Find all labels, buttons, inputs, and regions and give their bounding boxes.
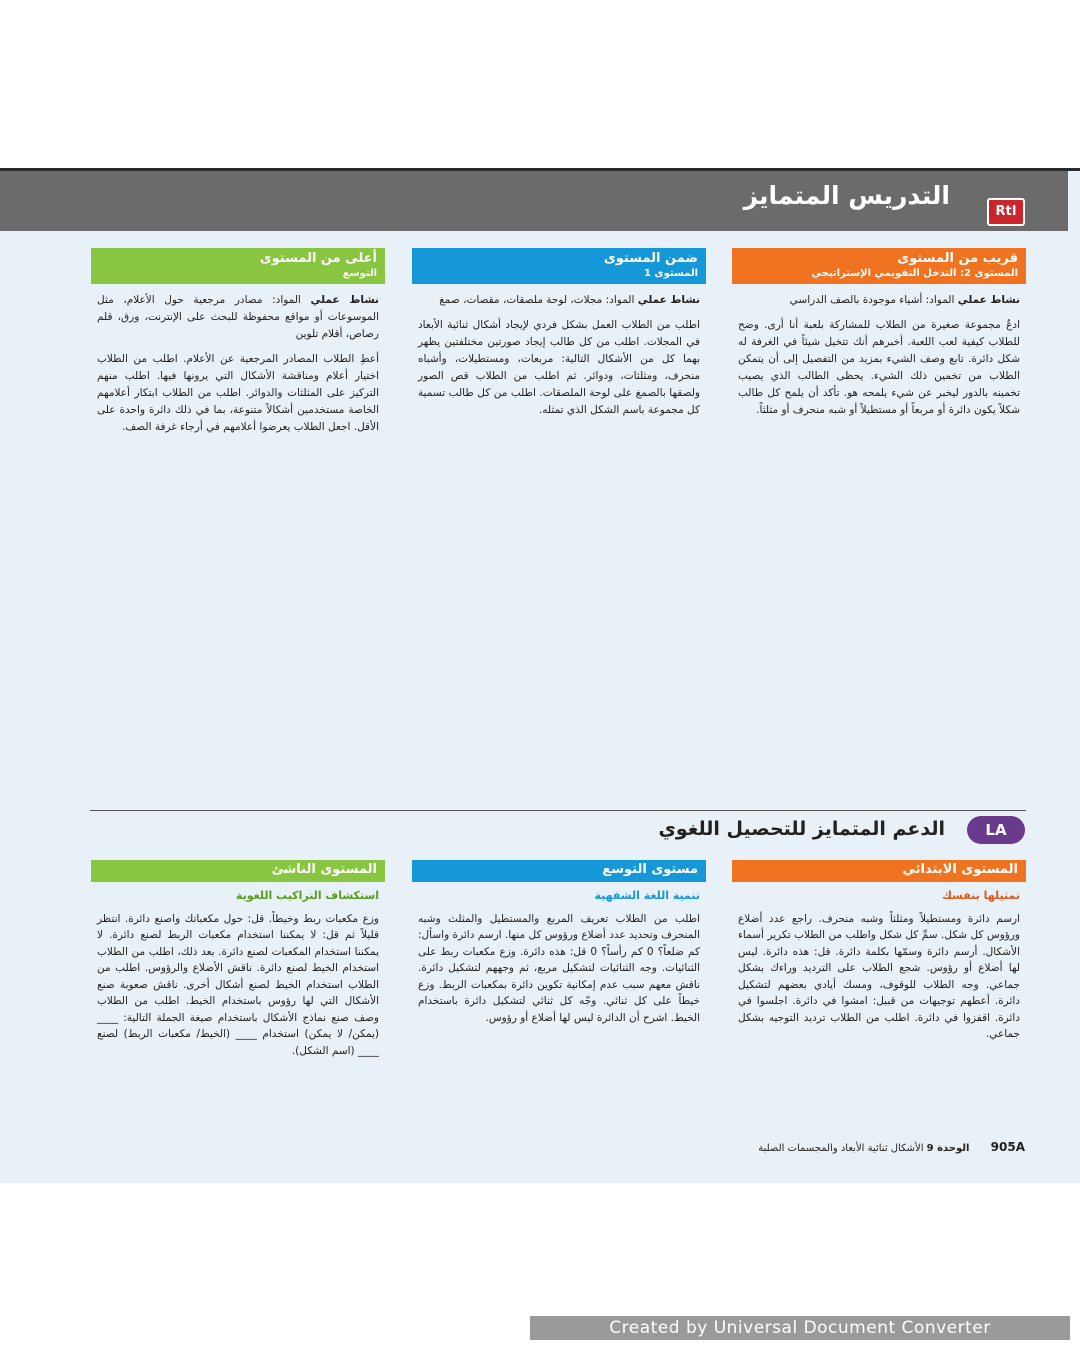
page-number: 905A	[990, 1140, 1025, 1154]
column-title: قريب من المستوى	[897, 251, 1018, 266]
materials-text: المواد: مجلات، لوحة ملصقات، مقصات، صمغ	[439, 294, 635, 306]
section-divider	[90, 810, 1026, 811]
activity-body: أعطِ الطلاب المصادر المرجعية عن الأعلام. اطلب من الطلاب اختيار أعلام ومناقشة الأشكال التي يرونها فيها. اطلب منهم التركيز على المثلثات والدوائر. اطلب من الطلاب ابتكار أعلامهم الخاصة مستخدمين أشكالاً متنوعة، بما في ذلك دائرة واحدة على الأقل. اجعل الطلاب يعرضوا أعلامهم في أرجاء غرفة الصف.	[97, 353, 379, 433]
activity-label: نشاط عملي	[310, 294, 379, 306]
column-header: المستوى الناشئ	[91, 860, 385, 882]
column-subheading: استكشاف التراكيب اللغوية	[235, 889, 379, 902]
column-header: مستوى التوسع	[412, 860, 706, 882]
column-header	[732, 248, 1026, 284]
activity-body: اطلب من الطلاب العمل بشكل فردي لإيجاد أشكال ثنائية الأبعاد في المجلات. اطلب من كل طالب إيجاد صورتين مختلفتين يظهر بهما كل من الأشكال التالية: مربعات، ومستطيلات، وأشباه منحرف، ومثلثات، ودوائر. ثم اطلب من الطلاب قص الصور ولصقها بالصمغ على لوحة الملصقات. اطلب من كل طالب تسمية كل مجموعة باسم الشكل الذي تمثله.	[418, 319, 700, 416]
rti-column-approaching	[732, 248, 1026, 427]
column-header	[412, 248, 706, 284]
activity-body: ادعُ مجموعة صغيرة من الطلاب للمشاركة بلعبة أنا أرى. وضح للطلاب كيفية لعب اللعبة. أخبرهم أنك تتخيل شيئاً في الغرفة له شكل دائرة. تابع وصف الشيء بمزيد من التفصيل إلى أن يتمكن الطلاب من تخمين ذلك الشيء. يحظى الطالب الذي يصيب تخمينه بالدور ليخبر عن شيء يلمحه هو. تأكد أن يلمح كل طالب شكلاً يكون دائرة أو مربعاً أو مستطيلاً أو شبه منحرف أو مثلثاً.	[738, 319, 1020, 416]
column-header	[91, 248, 385, 284]
la-badge: LA	[967, 816, 1025, 844]
column-subheading: تنمية اللغة الشفهية	[594, 889, 700, 902]
column-title: ضمن المستوى	[603, 251, 698, 266]
la-column-beginning	[732, 860, 1026, 1043]
activity-body: ارسم دائرة ومستطيلاً ومثلثاً وشبه منحرف. راجع عدد أضلاع ورؤوس كل شكل. سمِّ كل شكل واطلب من الطلاب تكرير أسماء الأشكال. أرسم دائرة وسمّها بكلمة دائرة. قل: هذه دائرة. ليس لها أضلاع أو رؤوس. شجع الطلاب على الترديد وراءك بشكل جماعي. وجه الطلاب للوقوف، ومسك أيادي بعضهم لتشكيل دائرة. أعطهم توجيهات من قبيل: امشوا في دائرة. اجلسوا في دائرة. اقفزوا في دائرة. اطلب من الطلاب ترديد التوجيه بشكل جماعي.	[738, 912, 1020, 1040]
watermark: Created by Universal Document Converter	[530, 1316, 1070, 1340]
unit-label: الوحدة 9	[926, 1143, 970, 1154]
column-header: المستوى الابتدائي	[732, 860, 1026, 882]
column-subtitle: التوسع	[342, 268, 377, 279]
rti-column-on-level	[412, 248, 706, 427]
rti-badge: RtI	[987, 198, 1025, 226]
column-subtitle: المستوى 2: التدخل التقويمي الإستراتيجي	[811, 268, 1018, 279]
page-title: التدريس المتمايز	[743, 181, 950, 210]
column-subheading: تمثيلها بنفسك	[941, 889, 1020, 902]
column-title: أعلى من المستوى	[259, 251, 377, 266]
activity-label: نشاط عملي	[637, 294, 700, 306]
la-column-expanding	[412, 860, 706, 1026]
section-title: الدعم المتمايز للتحصيل اللغوي	[658, 818, 945, 840]
materials-text: المواد: أشياء موجودة بالصف الدراسي	[789, 294, 955, 306]
activity-label: نشاط عملي	[957, 294, 1020, 306]
materials-text: المواد: مصادر مرجعية حول الأعلام، مثل الموسوعات أو مواقع محفوظة للبحث على الإنترنت، ورق، قلم رصاص، أقلام تلوين	[97, 294, 379, 340]
unit-title: الأشكال ثنائية الأبعاد والمجسمات الصلبة	[758, 1143, 924, 1154]
activity-body: اطلب من الطلاب تعريف المربع والمستطيل والمثلث وشبه المنحرف وتحديد عدد أضلاع ورؤوس كل منها. ارسم دائرة واسأل: كم ضلعاً؟ 0 كم رأساً؟ 0 قل: هذه دائرة. وزع مكعبات ربط على الثنائيات. وجه الثنائيات لتشكيل مربع، ثم وجههم لتشكيل دائرة. ناقش معهم سبب عدم إمكانية تكوين دائرة بمكعبات الربط. وزع خيطاً على كل ثنائي. وجّه كل ثنائي لتشكيل دائرة باستخدام الخيط. اشرح أن الدائرة ليس لها أضلاع أو رؤوس.	[418, 912, 700, 1024]
la-column-emerging	[91, 860, 385, 1059]
page-footer	[758, 1140, 1025, 1154]
rti-column-beyond-level	[91, 248, 385, 444]
column-subtitle: المستوى 1	[643, 268, 698, 279]
activity-body: وزع مكعبات ربط وخيطاً. قل: حول مكعباتك واصنع دائرة. انتظر قليلاً ثم قل: لا يمكننا استخدام مكعبات الربط لصنع دائرة. لا يمكننا استخدام المكعبات لصنع دائرة. بعد ذلك، اطلب من الطلاب استخدام الخيط لصنع دائرة. ناقش الأضلاع والرؤوس. اطلب من الطلاب استخدام الخيط لصنع أشكال أخرى. ناقش صعوبة صنع الأشكال التي لها رؤوس باستخدام الخيط. اطلب من الطلاب وصف صنع نماذج الأشكال باستخدام صيغة الجملة التالية: ____ (يمكن/ لا يمكن) استخدام ____ (الخيط/ مكعبات الربط) لصنع ____ (اسم الشكل).	[97, 912, 379, 1057]
